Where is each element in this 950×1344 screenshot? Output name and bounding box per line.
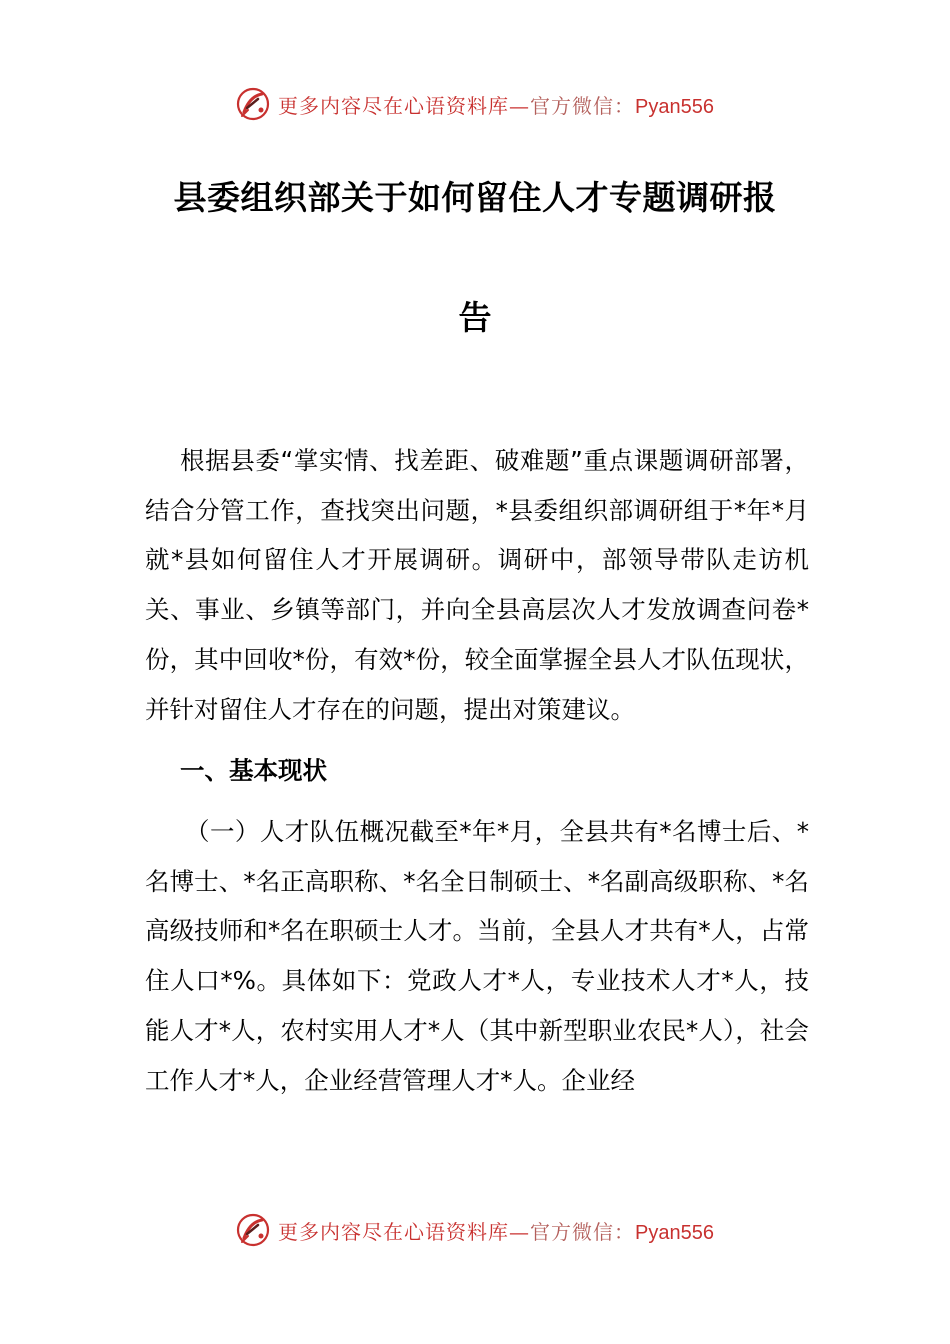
document-title-line1: 县委组织部关于如何留住人才专题调研报	[173, 178, 777, 217]
body-paragraph-1: 根据县委“掌实情、找差距、破难题”重点课题调研部署，结合分管工作，查找突出问题，*县委组织部调研组于*年*月就*县如何留住人才开展调研。调研中，部领导带队走访机关、事业、乡镇等部门，并向全县高层次人才发放调查问卷*份，其中回收*份，有效*份，较全面掌握全县人才队伍现状，并针对留住人才存在的问题，提出对策建议。	[145, 446, 809, 724]
pen-seal-logo-icon	[236, 86, 272, 122]
section-heading-1: 一、基本现状	[180, 756, 327, 785]
pen-seal-logo-icon	[236, 1212, 272, 1248]
header-watermark	[0, 84, 950, 124]
body-paragraph-2: （一）人才队伍概况截至*年*月，全县共有*名博士后、*名博士、*名正高职称、*名全日制硕士、*名副高级职称、*名高级技师和*名在职硕士人才。当前，全县人才共有*人，占常住人口*%。具体如下：党政人才*人，专业技术人才*人，技能人才*人，农村实用人才*人（其中新型职业农民*人），社会工作人才*人，企业经营管理人才*人。企业经	[145, 817, 809, 1095]
watermark-text: 更多内容尽在心语资料库	[278, 93, 510, 118]
watermark-dash: —	[509, 1219, 531, 1244]
watermark-wechat-label: 官方微信：	[530, 1219, 636, 1244]
watermark-account: Pyan556	[635, 95, 714, 118]
footer-watermark	[0, 1210, 950, 1250]
watermark-account: Pyan556	[635, 1221, 714, 1244]
document-title-line2: 告	[458, 298, 492, 337]
watermark-wechat-label: 官方微信：	[530, 93, 636, 118]
watermark-text: 更多内容尽在心语资料库	[278, 1219, 510, 1244]
watermark-dash: —	[509, 93, 531, 118]
